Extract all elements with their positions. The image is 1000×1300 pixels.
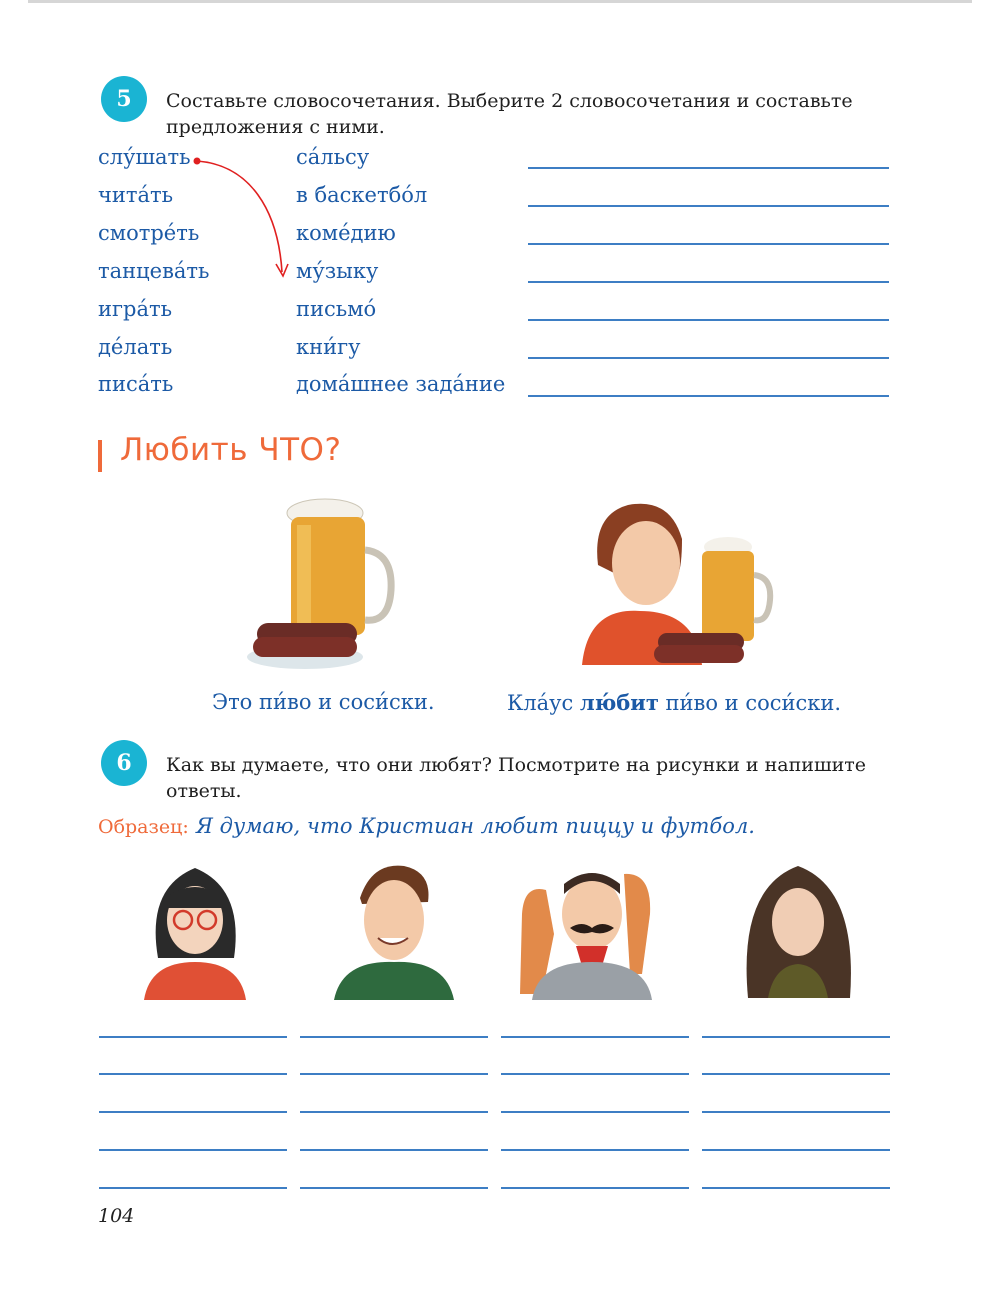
answer-line[interactable] (528, 243, 889, 245)
exercise-number-badge (101, 740, 147, 786)
beer-sausages-illustration (245, 495, 395, 675)
noun-item[interactable]: кни́гу (296, 335, 361, 359)
caption-beer-sausages: Это пи́во и соси́ски. (212, 690, 435, 714)
noun-item[interactable]: в баскетбо́л (296, 183, 428, 207)
exercise-number: 6 (116, 750, 132, 776)
verb-item[interactable]: слу́шать (98, 145, 191, 169)
answer-line[interactable] (702, 1111, 890, 1113)
answer-line[interactable] (99, 1036, 287, 1038)
answer-line[interactable] (528, 319, 889, 321)
answer-line[interactable] (501, 1036, 689, 1038)
answer-line[interactable] (99, 1187, 287, 1189)
instruction-line: предложения с ними. (166, 116, 385, 138)
section-title: Любить ЧТО? (120, 432, 342, 468)
answer-line[interactable] (702, 1073, 890, 1075)
caption-klaus-pre: Кла́ус (507, 691, 580, 715)
page-number: 104 (98, 1205, 135, 1227)
caption-klaus-bold: лю́бит (579, 690, 659, 715)
exercise6-instruction (166, 752, 866, 804)
answer-line[interactable] (99, 1111, 287, 1113)
answer-line[interactable] (300, 1187, 488, 1189)
section-title-bar (98, 440, 102, 472)
instruction-line: Составьте словосочетания. Выберите 2 словосочетания и составьте (166, 90, 853, 112)
answer-line[interactable] (300, 1036, 488, 1038)
sample-label: Образец: (98, 816, 189, 838)
caption-klaus-post: пи́во и соси́ски. (658, 691, 842, 715)
portrait-long-hair-woman (738, 858, 858, 1000)
connector-curve (197, 161, 282, 272)
verb-item[interactable]: чита́ть (98, 183, 174, 207)
answer-line[interactable] (300, 1073, 488, 1075)
caption-klaus (507, 690, 841, 715)
answer-line[interactable] (528, 205, 889, 207)
noun-item[interactable]: письмо́ (296, 297, 377, 321)
instruction-line: ответы. (166, 780, 242, 802)
answer-line[interactable] (501, 1187, 689, 1189)
answer-line[interactable] (528, 395, 889, 397)
verb-item[interactable]: игра́ть (98, 297, 173, 321)
answer-line[interactable] (300, 1149, 488, 1151)
instruction-line: Как вы думаете, что они любят? Посмотрите на рисунки и напишите (166, 754, 867, 776)
noun-item[interactable]: коме́дию (296, 221, 396, 245)
answer-line[interactable] (528, 281, 889, 283)
verb-item[interactable]: смотре́ть (98, 221, 200, 245)
answer-line[interactable] (702, 1187, 890, 1189)
answer-line[interactable] (501, 1073, 689, 1075)
verb-item[interactable]: писа́ть (98, 372, 174, 396)
answer-line[interactable] (300, 1111, 488, 1113)
verb-item[interactable]: танцева́ть (98, 259, 210, 283)
noun-item[interactable]: дома́шнее зада́ние (296, 372, 506, 396)
verb-item[interactable]: де́лать (98, 335, 173, 359)
answer-line[interactable] (501, 1111, 689, 1113)
sample-text: Я думаю, что Кристиан любит пиццу и футбол. (196, 814, 755, 838)
portrait-man-with-cat (512, 854, 662, 1000)
noun-item[interactable]: са́льсу (296, 145, 370, 169)
exercise-number: 5 (116, 86, 132, 112)
portrait-smiling-man (332, 858, 456, 1000)
portrait-girl-glasses (140, 858, 250, 1000)
noun-item[interactable]: му́зыку (296, 259, 379, 283)
answer-line[interactable] (501, 1149, 689, 1151)
answer-line[interactable] (528, 357, 889, 359)
answer-line[interactable] (702, 1149, 890, 1151)
klaus-illustration (578, 495, 768, 675)
answer-line[interactable] (528, 167, 889, 169)
answer-line[interactable] (99, 1073, 287, 1075)
answer-line[interactable] (99, 1149, 287, 1151)
answer-line[interactable] (702, 1036, 890, 1038)
